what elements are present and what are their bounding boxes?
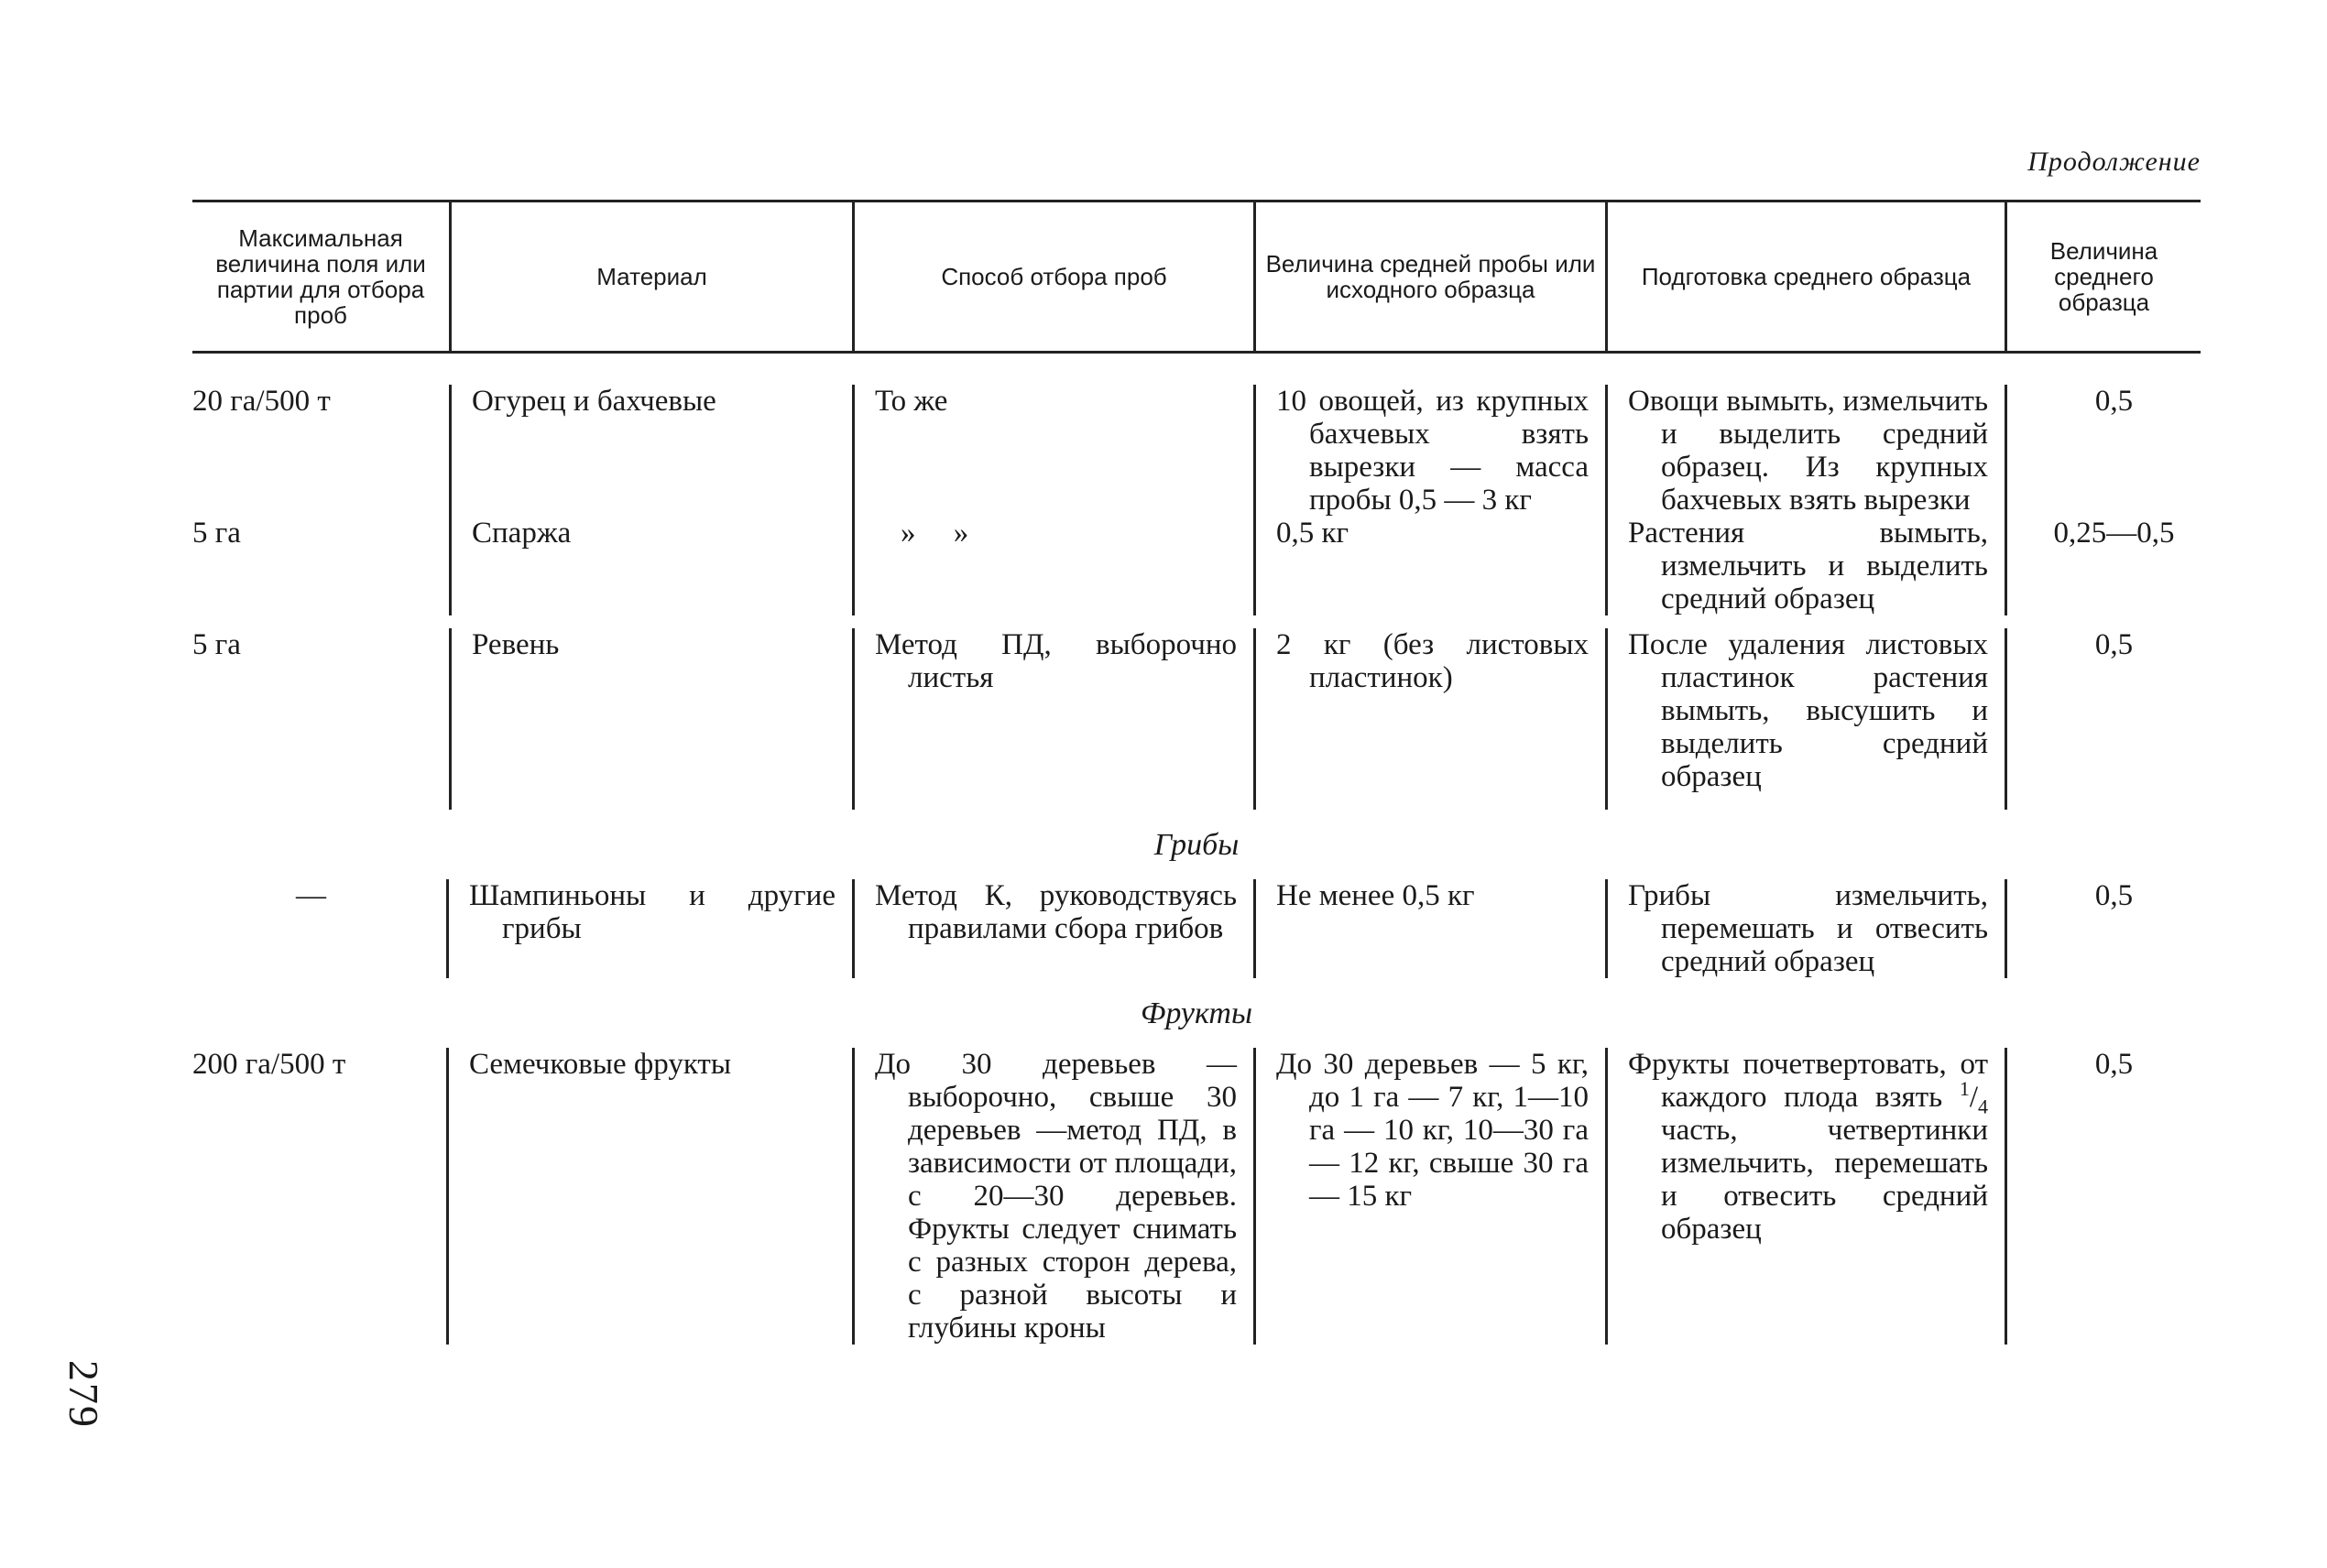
cell-area: 20 га/500 т <box>192 385 331 418</box>
cell-area: — <box>192 879 449 978</box>
header-size: Величина среднего образца <box>2005 202 2201 351</box>
cell-prep: Овощи вымыть, измельчить и выделить средний образец. Из крупных бахчевых взять вырезки <box>1605 385 2005 517</box>
table-row <box>192 615 2201 810</box>
table-header <box>192 202 2201 351</box>
data-table <box>192 200 2201 1345</box>
cell-material: Спаржа <box>449 517 852 615</box>
cell-prep: Фрукты почетвертовать, от каждого плода взять $^1/_4$ часть, четвертинки измельчить, перемешать и отвесить средний образец <box>1605 1048 2005 1345</box>
cell-material: Огурец и бахчевые <box>449 385 852 517</box>
table-row <box>192 1048 2201 1345</box>
header-material: Материал <box>449 202 852 351</box>
section-title-mushrooms: Грибы <box>1153 828 1240 862</box>
cell-prep: Растения вымыть, измельчить и выделить средний образец <box>1605 517 2005 615</box>
header-prep: Подготовка среднего образца <box>1605 202 2005 351</box>
cell-area: 5 га <box>192 628 241 661</box>
table-row <box>192 517 2201 615</box>
cell-material: Шампиньоны и другие грибы <box>469 879 836 945</box>
cell-size: 0,5 <box>2005 879 2201 978</box>
cell-area: 200 га/500 т <box>192 1048 449 1345</box>
cell-method: То же <box>852 385 1253 517</box>
cell-area: 5 га <box>192 517 241 550</box>
cell-method: » » <box>852 517 1253 615</box>
cell-prep: После удаления листовых пластинок растения вымыть, высушить и выделить средний образец <box>1605 628 2005 810</box>
header-method: Способ отбора проб <box>852 202 1253 351</box>
cell-method: Метод К, руководствуясь правилами сбора грибов <box>852 879 1253 978</box>
header-sample: Величина средней пробы или исходного образца <box>1253 202 1605 351</box>
cell-size: 0,5 <box>2005 1048 2201 1345</box>
fraction-numerator: 1 <box>1959 1077 1970 1100</box>
cell-sample: Не менее 0,5 кг <box>1253 879 1605 978</box>
cell-sample: 0,5 кг <box>1253 517 1605 615</box>
cell-sample: 2 кг (без листовых пластинок) <box>1253 628 1605 810</box>
prep-text-b: часть, четвертинки измельчить, перемешать и отвесить средний образец <box>1661 1114 1988 1246</box>
prep-text-a: Фрукты почетвертовать, от каждого плода взять <box>1628 1048 1988 1114</box>
cell-material: Семечковые фрукты <box>469 1048 732 1081</box>
table-row <box>192 879 2201 978</box>
cell-size: 0,25—0,5 <box>2005 517 2201 615</box>
page-number: 279 <box>60 1360 107 1429</box>
cell-sample: 10 овощей, из крупных бахчевых взять вырезки — масса пробы 0,5 — 3 кг <box>1253 385 1605 517</box>
continuation-label: Продолжение <box>2027 147 2201 177</box>
cell-sample: До 30 деревьев — 5 кг, до 1 га — 7 кг, 1—10 га — 10 кг, 10—30 га— 12 кг, свыше 30 га — 15 кг <box>1253 1048 1605 1345</box>
table-row <box>192 354 2201 517</box>
section-title-fruits: Фрукты <box>1140 996 1253 1030</box>
cell-prep: Грибы измельчить, перемешать и отвесить средний образец <box>1605 879 2005 978</box>
fraction-denominator: 4 <box>1978 1094 1988 1118</box>
cell-size: 0,5 <box>2005 628 2201 810</box>
header-area: Максимальная величина поля или партии для отбора проб <box>215 224 426 329</box>
cell-size: 0,5 <box>2005 385 2201 517</box>
cell-method: До 30 деревьев — выборочно, свыше 30 деревьев —метод ПД, в зависимости от площади, с 20—30 деревьев. Фрукты следует снимать с разных сторон дерева, с разной высоты и глубины кроны <box>852 1048 1253 1345</box>
cell-method: Метод ПД, выборочно листья <box>852 628 1253 810</box>
cell-material: Ревень <box>449 628 852 810</box>
